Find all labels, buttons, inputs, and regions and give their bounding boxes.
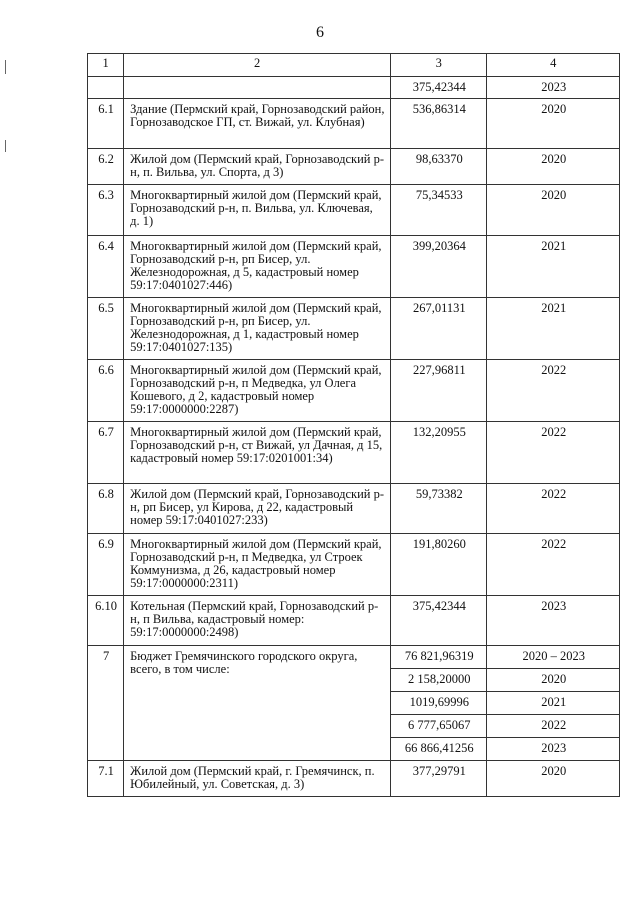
table-row bbox=[88, 236, 620, 298]
header-col-3: 3 bbox=[391, 54, 487, 77]
table-row bbox=[88, 596, 620, 646]
header-col-1: 1 bbox=[88, 54, 124, 77]
budget-amount: 1019,69996 bbox=[391, 692, 487, 715]
row-year: 2020 bbox=[487, 149, 620, 185]
row-number: 6.6 bbox=[88, 360, 124, 422]
row-number: 6.5 bbox=[88, 298, 124, 360]
table-row bbox=[88, 185, 620, 236]
row-object: Здание (Пермский край, Горнозаводский район, Горнозаводское ГП, ст. Вижай, ул. Клубная) bbox=[124, 99, 391, 149]
row-amount: 377,29791 bbox=[391, 761, 487, 797]
table-row bbox=[88, 761, 620, 797]
row-year: 2021 bbox=[487, 298, 620, 360]
budget-year: 2021 bbox=[487, 692, 620, 715]
row-number: 6.2 bbox=[88, 149, 124, 185]
row-number: 6.4 bbox=[88, 236, 124, 298]
row-object: Многоквартирный жилой дом (Пермский край, Горнозаводский р-н, п Медведка, ул Олега Кошевого, д 2, кадастровый номер 59:17:0000000:2287) bbox=[124, 360, 391, 422]
page-number: 6 bbox=[316, 24, 324, 41]
margin-mark bbox=[5, 60, 6, 74]
budget-amount-total: 76 821,96319 bbox=[391, 646, 487, 669]
row-number: 6.10 bbox=[88, 596, 124, 646]
funding-table bbox=[87, 53, 620, 797]
row-amount: 375,42344 bbox=[391, 596, 487, 646]
budget-year: 2023 bbox=[487, 738, 620, 761]
table-row bbox=[88, 360, 620, 422]
budget-year-total: 2020 – 2023 bbox=[487, 646, 620, 669]
table-row bbox=[88, 77, 620, 99]
row-year: 2020 bbox=[487, 761, 620, 797]
row-number: 7 bbox=[88, 646, 124, 761]
row-year: 2020 bbox=[487, 185, 620, 236]
budget-year: 2022 bbox=[487, 715, 620, 738]
table-header-row bbox=[88, 54, 620, 77]
margin-mark bbox=[5, 140, 6, 152]
budget-amount: 2 158,20000 bbox=[391, 669, 487, 692]
row-year: 2021 bbox=[487, 236, 620, 298]
row-object: Жилой дом (Пермский край, Горнозаводский р-н, п. Вильва, ул. Спорта, д 3) bbox=[124, 149, 391, 185]
row-amount: 375,42344 bbox=[391, 77, 487, 99]
row-amount: 98,63370 bbox=[391, 149, 487, 185]
row-year: 2022 bbox=[487, 484, 620, 534]
row-object: Многоквартирный жилой дом (Пермский край, Горнозаводский р-н, п Медведка, ул Строек Коммунизма, д 26, кадастровый номер 59:17:0000000:2311) bbox=[124, 534, 391, 596]
row-number: 6.3 bbox=[88, 185, 124, 236]
row-year: 2023 bbox=[487, 596, 620, 646]
budget-amount: 66 866,41256 bbox=[391, 738, 487, 761]
table-row bbox=[88, 298, 620, 360]
row-object: Многоквартирный жилой дом (Пермский край, Горнозаводский р-н, ст Вижай, ул Дачная, д 15, кадастровый номер 59:17:0201001:34) bbox=[124, 422, 391, 484]
row-object: Жилой дом (Пермский край, г. Гремячинск, п. Юбилейный, ул. Советская, д. 3) bbox=[124, 761, 391, 797]
table-row bbox=[88, 149, 620, 185]
row-amount: 132,20955 bbox=[391, 422, 487, 484]
row-number: 6.7 bbox=[88, 422, 124, 484]
row-object: Многоквартирный жилой дом (Пермский край, Горнозаводский р-н, рп Бисер, ул. Железнодорожная, д 5, кадастровый номер 59:17:0401027:446) bbox=[124, 236, 391, 298]
row-amount: 399,20364 bbox=[391, 236, 487, 298]
row-number: 6.1 bbox=[88, 99, 124, 149]
header-col-2: 2 bbox=[124, 54, 391, 77]
row-amount: 59,73382 bbox=[391, 484, 487, 534]
row-object: Котельная (Пермский край, Горнозаводский р-н, п Вильва, кадастровый номер: 59:17:0000000:2498) bbox=[124, 596, 391, 646]
row-year: 2022 bbox=[487, 360, 620, 422]
row-number bbox=[88, 77, 124, 99]
row-year: 2022 bbox=[487, 534, 620, 596]
row-object: Бюджет Гремячинского городского округа, всего, в том числе: bbox=[124, 646, 391, 761]
row-object bbox=[124, 77, 391, 99]
table-row bbox=[88, 99, 620, 149]
row-amount: 227,96811 bbox=[391, 360, 487, 422]
row-number: 6.9 bbox=[88, 534, 124, 596]
row-amount: 267,01131 bbox=[391, 298, 487, 360]
budget-row bbox=[88, 646, 620, 669]
row-year: 2023 bbox=[487, 77, 620, 99]
row-amount: 75,34533 bbox=[391, 185, 487, 236]
row-year: 2020 bbox=[487, 99, 620, 149]
row-object: Многоквартирный жилой дом (Пермский край, Горнозаводский р-н, рп Бисер, ул. Железнодорожная, д 1, кадастровый номер 59:17:0401027:135) bbox=[124, 298, 391, 360]
budget-amount: 6 777,65067 bbox=[391, 715, 487, 738]
table-row bbox=[88, 484, 620, 534]
table-row bbox=[88, 422, 620, 484]
budget-year: 2020 bbox=[487, 669, 620, 692]
row-number: 7.1 bbox=[88, 761, 124, 797]
row-object: Многоквартирный жилой дом (Пермский край, Горнозаводский р-н, п. Вильва, ул. Ключевая, д. 1) bbox=[124, 185, 391, 236]
table-row bbox=[88, 534, 620, 596]
header-col-4: 4 bbox=[487, 54, 620, 77]
row-amount: 191,80260 bbox=[391, 534, 487, 596]
row-year: 2022 bbox=[487, 422, 620, 484]
row-number: 6.8 bbox=[88, 484, 124, 534]
row-amount: 536,86314 bbox=[391, 99, 487, 149]
row-object: Жилой дом (Пермский край, Горнозаводский р-н, рп Бисер, ул Кирова, д 22, кадастровый номер 59:17:0401027:233) bbox=[124, 484, 391, 534]
